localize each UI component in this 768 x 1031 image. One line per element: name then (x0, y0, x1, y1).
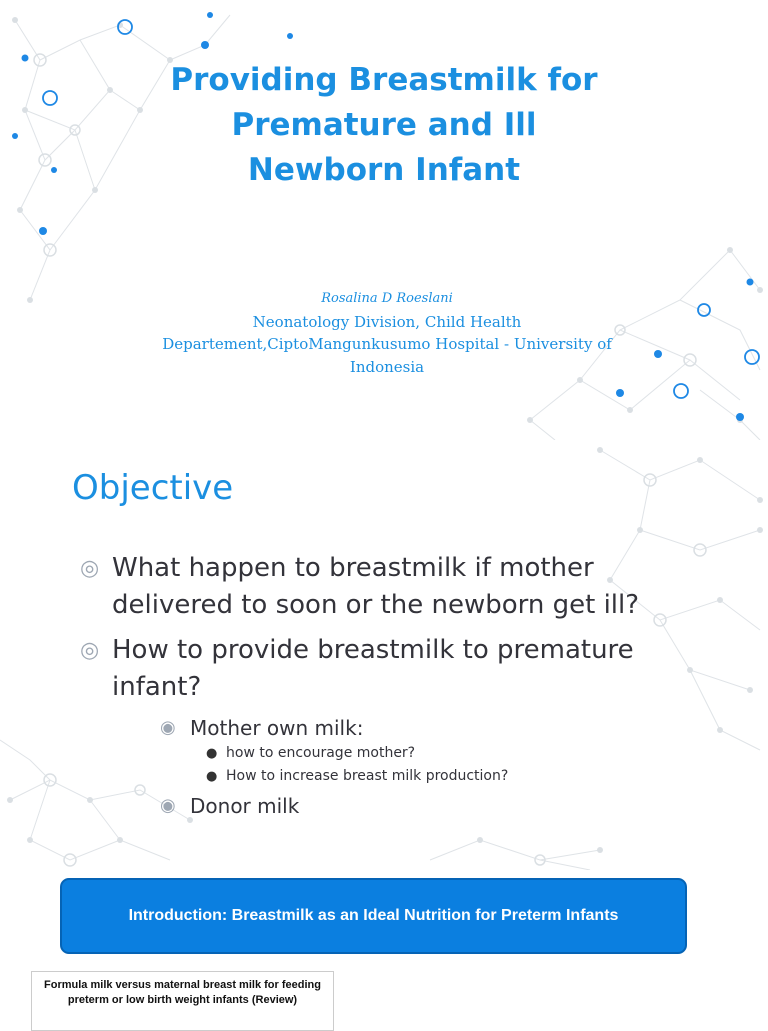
title-line: Providing Breastmilk for (170, 62, 598, 98)
card-line: preterm or low birth weight infants (Review) (67, 994, 298, 1006)
sub-bullet-text: Donor milk (190, 794, 300, 818)
list-item (160, 714, 720, 742)
list-item (80, 632, 720, 706)
filled-ring-bullet-icon: ◉ (160, 795, 176, 816)
dot-bullet-icon: ● (206, 746, 218, 761)
presentation-title (84, 58, 684, 193)
list-item (200, 765, 720, 788)
banner-text: Introduction: Breastmilk as an Ideal Nutrition for Preterm Infants (128, 907, 619, 924)
slide-title: Objective (72, 468, 234, 508)
title-line: Premature and Ill (231, 107, 537, 143)
filled-ring-bullet-icon: ◉ (160, 717, 176, 738)
section-banner (60, 878, 687, 954)
title-slide (0, 0, 768, 440)
bullet-text: What happen to breastmilk if mother delivered to soon or the newborn get ill? (112, 553, 640, 620)
sub-sub-bullet-text: How to increase breast milk production? (226, 768, 509, 784)
review-title-card (31, 971, 334, 1031)
title-line: Newborn Infant (247, 152, 521, 188)
author-name: Rosalina D Roeslani (321, 291, 453, 306)
bullet-text: How to provide breastmilk to premature infant? (112, 635, 634, 702)
list-item (160, 792, 720, 820)
dot-bullet-icon: ● (206, 769, 218, 784)
sub-sub-bullet-text: how to encourage mother? (226, 745, 416, 761)
sub-bullet-text: Mother own milk: (190, 716, 364, 740)
author-block (120, 288, 654, 378)
list-item (200, 742, 720, 765)
affiliation-line: Neonatology Division, Child Health (252, 312, 522, 331)
card-line: Formula milk versus maternal breast milk for feeding (44, 979, 321, 991)
list-item (80, 550, 720, 624)
ring-bullet-icon: ◎ (80, 556, 100, 581)
affiliation-line: Indonesia (349, 357, 425, 376)
objective-list (80, 550, 720, 820)
ring-bullet-icon: ◎ (80, 638, 100, 663)
objective-slide (0, 440, 768, 870)
affiliation-line: Departement,CiptoMangunkusumo Hospital - University of (162, 335, 612, 353)
